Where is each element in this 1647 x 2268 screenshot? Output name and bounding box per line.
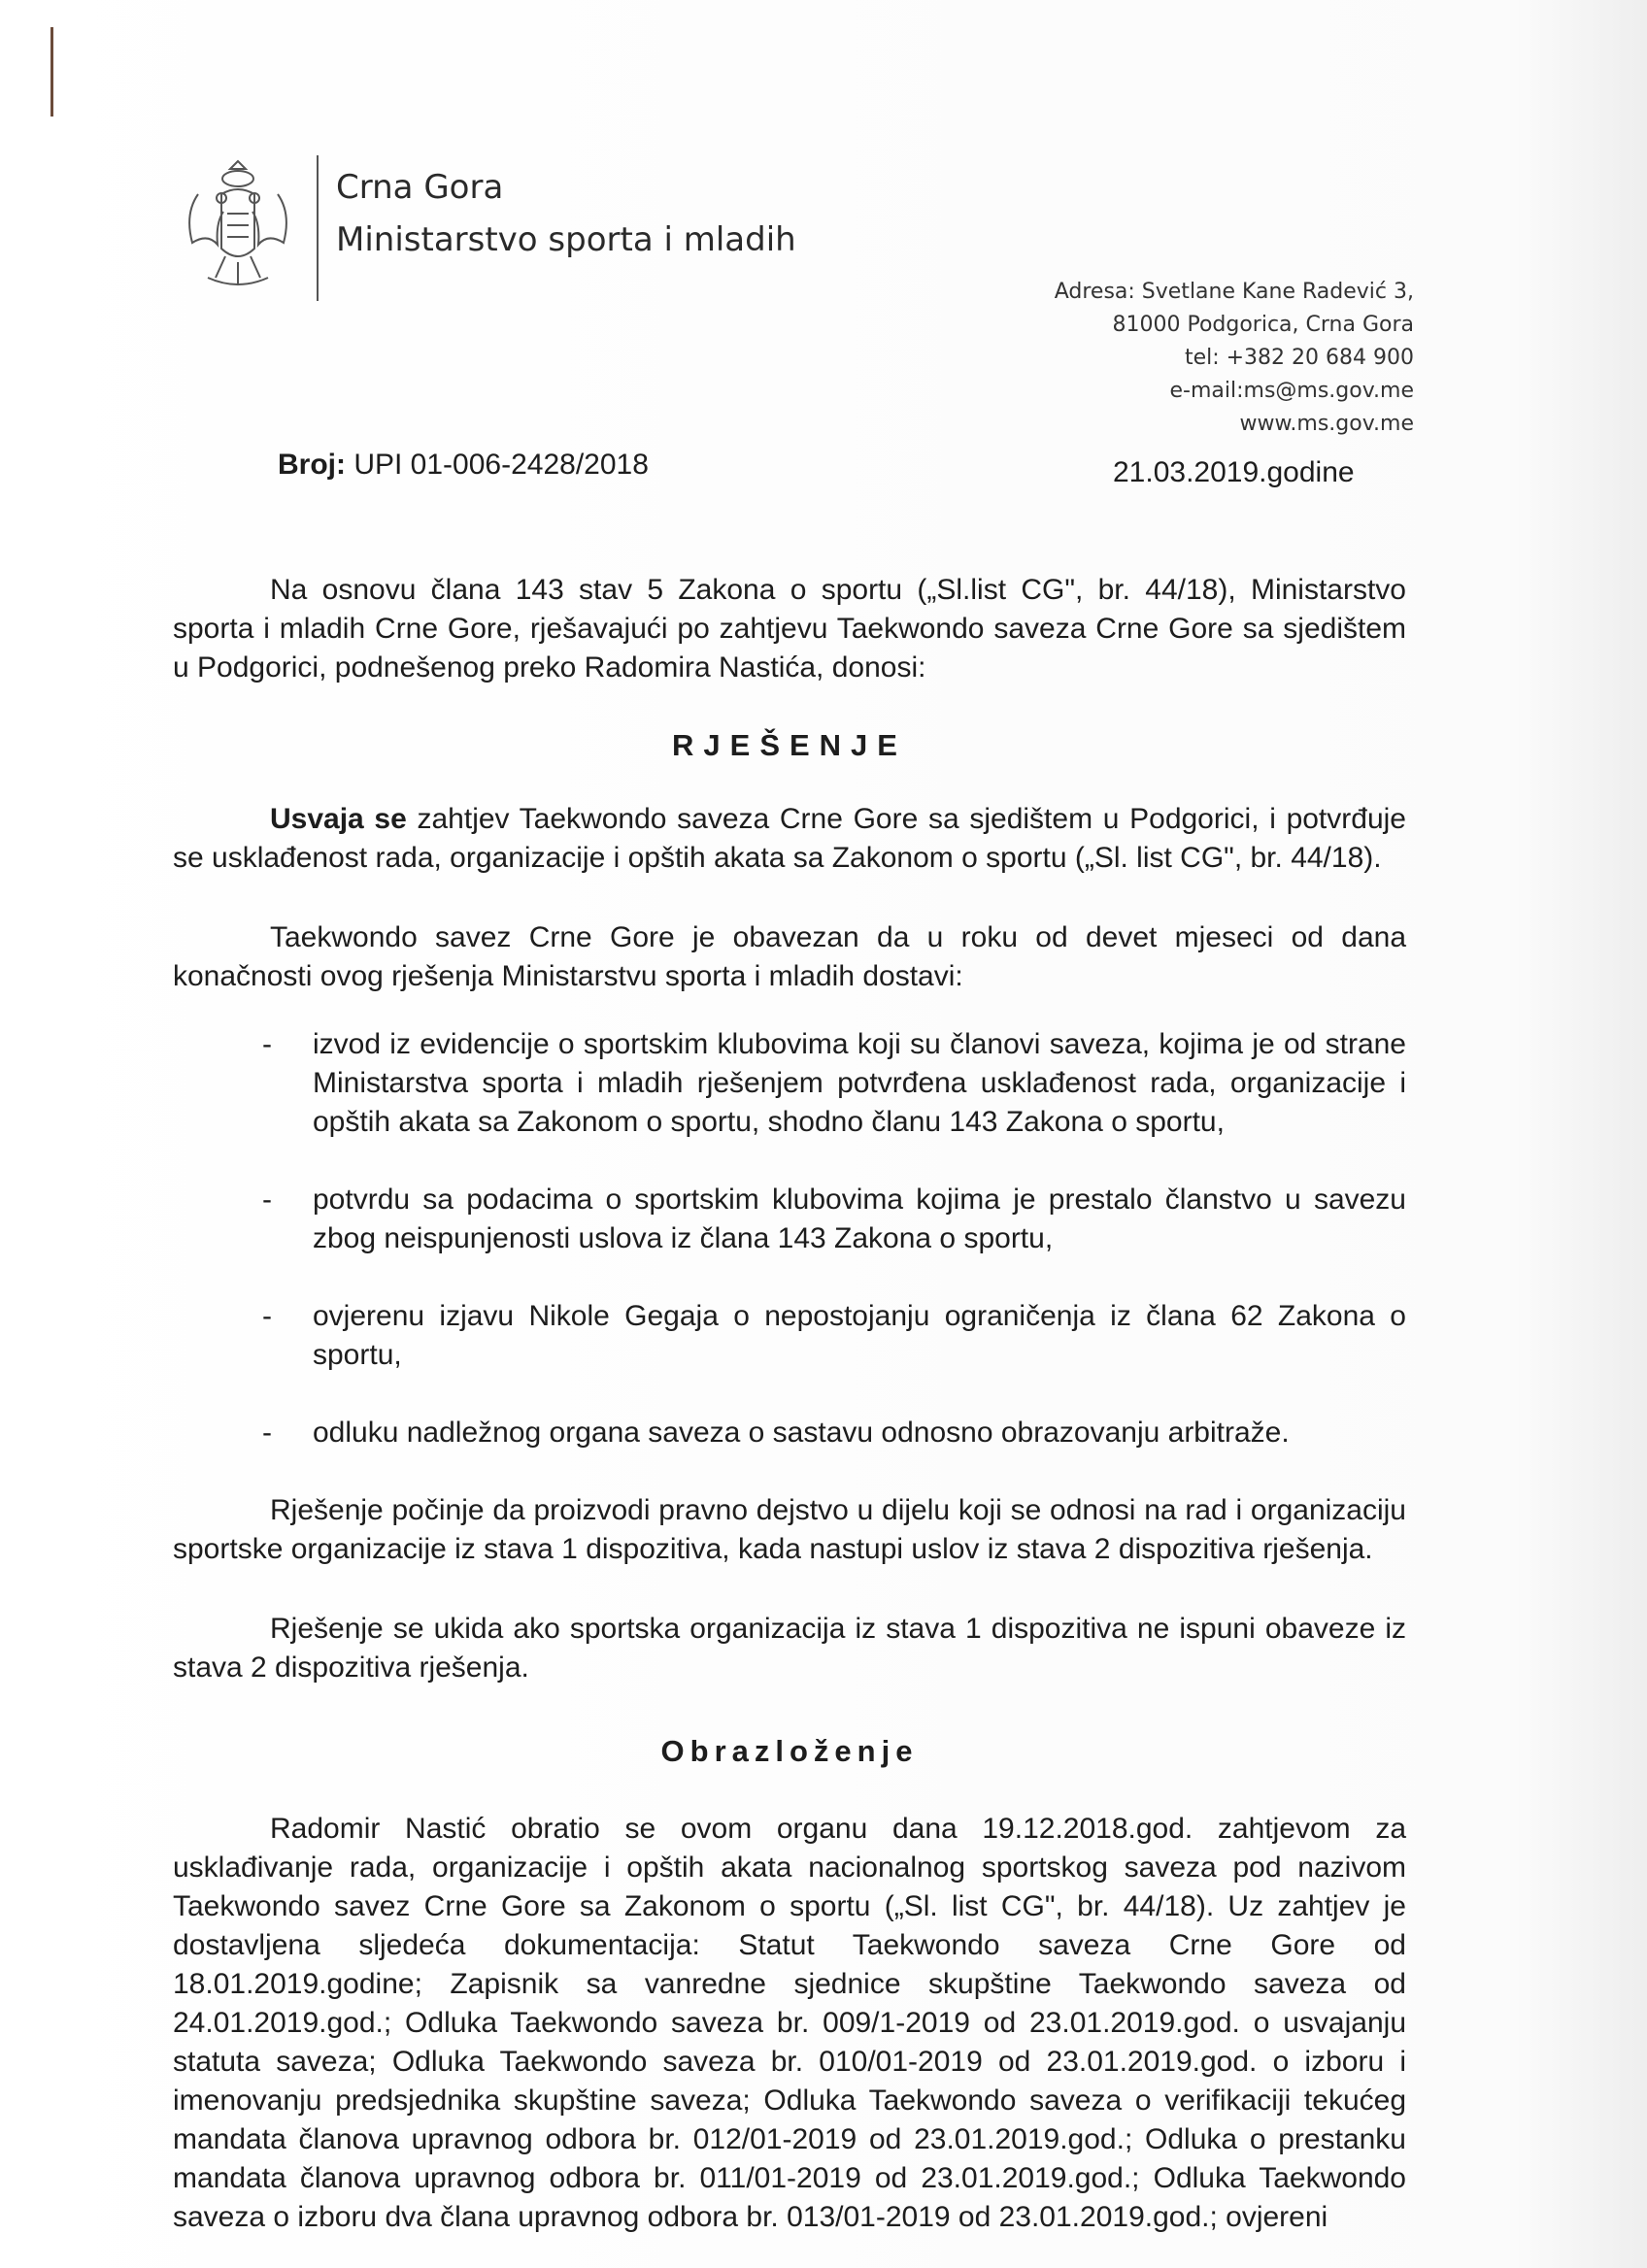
list-dash: - — [262, 1300, 272, 1332]
document-date: 21.03.2019.godine — [1113, 456, 1355, 488]
country-name: Crna Gora — [336, 168, 504, 207]
ministry-name-block — [336, 161, 796, 266]
scan-edge-mark — [50, 27, 53, 117]
list-item — [173, 1025, 1406, 1142]
obligation-paragraph: Taekwondo savez Crne Gore je obavezan da u roku od devet mjeseci od dana konačnosti ovog rješenja Ministarstvu sporta i mladih dostavi: — [173, 921, 1406, 992]
document-body — [173, 571, 1406, 2237]
reference-value: UPI 01-006-2428/2018 — [346, 449, 649, 481]
list-item-text: izvod iz evidencije o sportskim klubovima koji su članovi saveza, kojima je od strane Ministarstva sporta i mladih rješenjem potvrđena usklađenost rada, organizacije i opštih akata sa Zakonom o sportu, shodno članu 143 Zakona o sportu, — [313, 1028, 1406, 1138]
decision-heading: RJEŠENJE — [672, 728, 907, 762]
coat-of-arms-icon — [179, 155, 297, 291]
website-line: www.ms.gov.me — [1239, 412, 1414, 436]
decision-paragraph — [173, 800, 1406, 878]
list-dash: - — [262, 1184, 272, 1216]
address-city: 81000 Podgorica, Crna Gora — [1112, 313, 1414, 337]
decision-text: zahtjev Taekwondo saveza Crne Gore sa sjedištem u Podgorici, i potvrđuje se usklađenost rada, organizacije i opštih akata sa Zakonom o sportu („Sl. list CG", br. 44/18). — [173, 803, 1406, 874]
effect-paragraph: Rješenje počinje da proizvodi pravno dejstvo u dijelu koji se odnosi na rad i organizaciju sportske organizacije iz stava 1 dispozitiva, kada nastupi uslov iz stava 2 dispozitiva rješenja. — [173, 1494, 1406, 1565]
reference-number — [278, 449, 649, 482]
list-item — [173, 1297, 1406, 1375]
email-line: e-mail:ms@ms.gov.me — [1169, 379, 1414, 403]
list-item-text: odluku nadležnog organa saveza o sastavu odnosno obrazovanju arbitraže. — [313, 1417, 1290, 1449]
list-item — [173, 1181, 1406, 1258]
reasoning-paragraph: Radomir Nastić obratio se ovom organu dana 19.12.2018.god. zahtjevom za usklađivanje rada, organizacije i opštih akata nacionalnog sportskog saveza pod nazivom Taekwondo savez Crne Gore sa Zakonom o sportu („Sl. list CG", br. 44/18). Uz zahtjev je dostavljena sljedeća dokumentacija: Statut Taekwondo saveza Crne Gore od 18.01.2019.godine; Zapisnik sa vanredne sjednice skupštine Taekwondo saveza od 24.01.2019.god.; Odluka Taekwondo saveza br. 009/1-2019 od 23.01.2019.god. o usvajanju statuta saveza; Odluka Taekwondo saveza br. 010/01-2019 od 23.01.2019.god. o izboru i imenovanju predsjednika skupštine saveza; Odluka Taekwondo saveza o verifikaciji tekućeg mandata članova upravnog odbora br. 012/01-2019 od 23.01.2019.god.; Odluka o prestanku mandata članova upravnog odbora br. 011/01-2019 od 23.01.2019.god.; Odluka Taekwondo saveza o izboru dva člana upravnog odbora br. 013/01-2019 od 23.01.2019.god.; ovjereni — [173, 1813, 1406, 2233]
list-item-text: potvrdu sa podacima o sportskim klubovima kojima je prestalo članstvo u savezu zbog neispunjenosti uslova iz člana 143 Zakona o sportu, — [313, 1184, 1406, 1254]
list-item-text: ovjerenu izjavu Nikole Gegaja o nepostojanju ograničenja iz člana 62 Zakona o sportu, — [313, 1300, 1406, 1371]
obligation-list — [173, 1025, 1406, 1452]
decision-lead: Usvaja se — [270, 803, 407, 835]
address-line: Adresa: Svetlane Kane Radević 3, — [1054, 280, 1414, 304]
phone-line: tel: +382 20 684 900 — [1184, 346, 1414, 370]
reference-label: Broj: — [278, 449, 346, 481]
list-dash: - — [262, 1028, 272, 1060]
header-divider — [317, 155, 319, 301]
revocation-paragraph: Rješenje se ukida ako sportska organizacija iz stava 1 dispozitiva ne ispuni obaveze iz stava 2 dispozitiva rješenja. — [173, 1613, 1406, 1684]
ministry-name: Ministarstvo sporta i mladih — [336, 220, 796, 259]
contact-address-block — [1055, 276, 1414, 441]
reasoning-heading: Obrazloženje — [660, 1734, 919, 1768]
list-dash: - — [262, 1417, 272, 1449]
intro-paragraph: Na osnovu člana 143 stav 5 Zakona o sportu („Sl.list CG", br. 44/18), Ministarstvo sporta i mladih Crne Gore, rješavajući po zahtjevu Taekwondo saveza Crne Gore sa sjedištem u Podgorici, podnešenog preko Radomira Nastića, donosi: — [173, 574, 1406, 684]
list-item — [173, 1414, 1406, 1452]
